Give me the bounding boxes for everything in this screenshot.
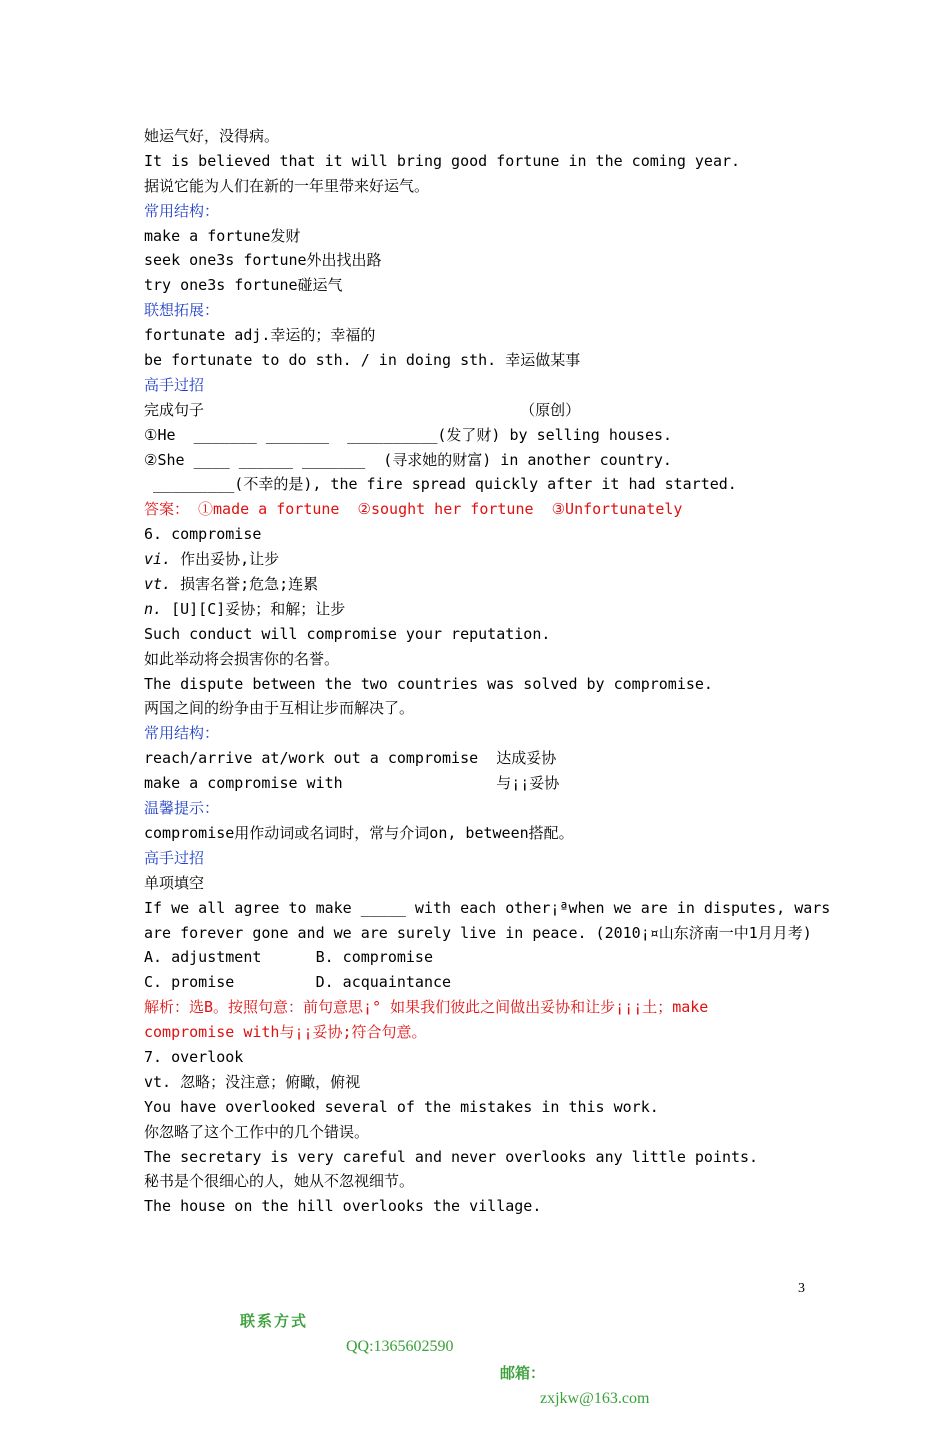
section-heading: 高手过招 (144, 375, 205, 394)
text-line: are forever gone and we are surely live in peace. (2010¡¤山东济南一中1月月考) (144, 923, 812, 942)
text-line: seek one3s fortune外出找出路 (144, 251, 382, 270)
text-line: ②She ____ ______ _______ (寻求她的财富) in another country. (144, 450, 672, 469)
text-line: C. promise D. acquaintance (144, 973, 452, 992)
definition: 作出妥协,让步 (171, 550, 280, 569)
text-line: 单项填空 (144, 873, 205, 892)
text-line (144, 547, 844, 572)
text-line: 两国之间的纷争由于互相让步而解决了。 (144, 699, 415, 718)
text-line: 她运气好，没得病。 (144, 127, 280, 145)
text-line: try one3s fortune碰运气 (144, 276, 343, 295)
text-line: make a fortune发财 (144, 226, 301, 245)
text-line: The secretary is very careful and never overlooks any little points. (144, 1147, 759, 1166)
text-line: 据说它能为人们在新的一年里带来好运气。 (144, 176, 430, 195)
answer-line: compromise with与¡¡妥协;符合句意。 (144, 1023, 427, 1042)
text-line (144, 597, 844, 622)
text-line: ①He _______ _______ __________(发了财) by selling houses. (144, 425, 673, 444)
text-line: A. adjustment B. compromise (144, 948, 433, 967)
answer-line: 答案： ①made a fortune ②sought her fortune ③Unfortunately (144, 500, 683, 519)
section-heading: 常用结构： (144, 724, 220, 743)
text-line: fortunate adj.幸运的；幸福的 (144, 326, 376, 345)
text-line: compromise用作动词或名词时，常与介词on, between搭配。 (144, 823, 574, 842)
text-line: The house on the hill overlooks the village. (144, 1197, 542, 1216)
footer-mail-label: 邮箱： (500, 1364, 546, 1382)
section-heading: 联想拓展： (144, 301, 220, 320)
text-line: be fortunate to do sth. / in doing sth. 幸运做某事 (144, 351, 581, 370)
text-line (144, 572, 844, 597)
text-line: make a compromise with 与¡¡妥协 (144, 774, 560, 793)
part-of-speech: vt. (144, 575, 172, 594)
answer-line: 解析：选B。按照句意：前句意思¡° 如果我们彼此之间做出妥协和让步¡¡¡土；make (144, 998, 709, 1017)
part-of-speech: n. (144, 599, 163, 618)
page-footer (0, 1281, 950, 1407)
text-line: It is believed that it will bring good fortune in the coming year. (144, 151, 741, 170)
definition: [U][C]妥协；和解；让步 (162, 599, 346, 618)
definition: 损害名誉;危急;连累 (171, 575, 319, 594)
footer-qq: QQ:1365602590 (346, 1338, 454, 1355)
text-line: vt. 忽略；没注意；俯瞰，俯视 (144, 1072, 361, 1091)
text-line: The dispute between the two countries was solved by compromise. (144, 674, 713, 693)
text-line: Such conduct will compromise your reputation. (144, 624, 551, 643)
page-number: 3 (798, 1281, 805, 1296)
text-line: You have overlooked several of the mistakes in this work. (144, 1097, 659, 1116)
section-heading: 高手过招 (144, 848, 205, 867)
text-line: If we all agree to make _____ with each other¡ªwhen we are in disputes, wars (144, 898, 831, 917)
footer-contact-label: 联系方式 (240, 1312, 309, 1330)
text-line: 你忽略了这个工作中的几个错误。 (144, 1122, 370, 1141)
footer-email: zxjkw@163.com (540, 1390, 650, 1407)
text-line: 7. overlook (144, 1047, 244, 1066)
text-line: reach/arrive at/work out a compromise 达成妥协 (144, 749, 557, 768)
text-line: _________(不幸的是), the fire spread quickly after it had started. (144, 475, 737, 494)
text-line: 如此举动将会损害你的名誉。 (144, 649, 340, 668)
text-line: 完成句子 （原创） (144, 400, 581, 419)
section-heading: 温馨提示： (144, 799, 220, 818)
section-heading: 常用结构： (144, 201, 220, 220)
text-line: 6. compromise (144, 525, 262, 544)
document-body (144, 124, 844, 1219)
text-line: 秘书是个很细心的人，她从不忽视细节。 (144, 1172, 415, 1191)
part-of-speech: vi. (144, 550, 172, 569)
